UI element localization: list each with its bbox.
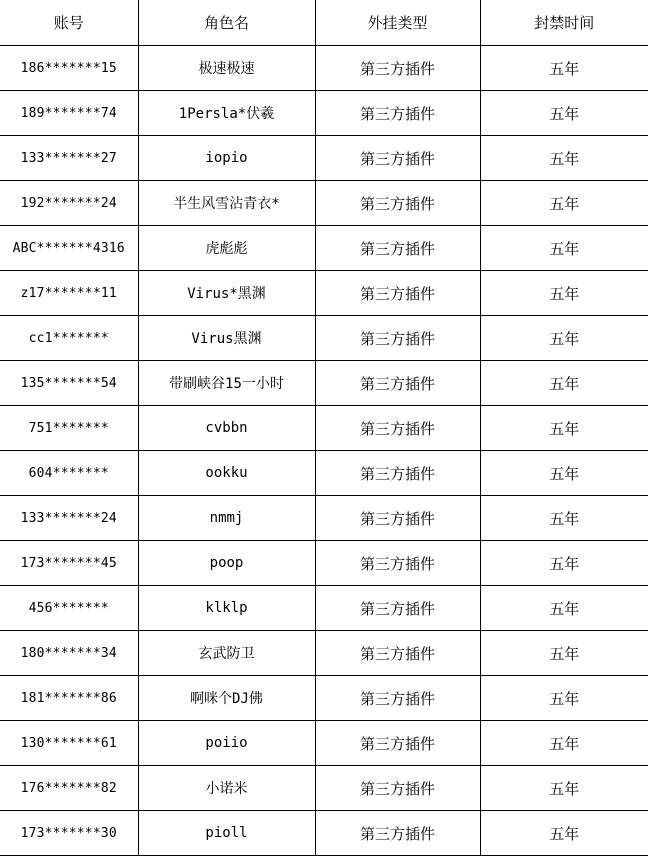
role-name-cell: 小诺米 bbox=[138, 766, 315, 811]
cheat-type-cell: 第三方插件 bbox=[315, 361, 480, 406]
role-name-cell: pioll bbox=[138, 811, 315, 856]
table-row bbox=[0, 181, 648, 226]
table-row bbox=[0, 721, 648, 766]
cheat-type-cell: 第三方插件 bbox=[315, 316, 480, 361]
role-name-cell: klklp bbox=[138, 586, 315, 631]
account-cell: 173*******30 bbox=[0, 811, 138, 856]
ban-duration-cell: 五年 bbox=[480, 766, 648, 811]
role-name-cell: 1Persla*伏羲 bbox=[138, 91, 315, 136]
account-cell: 181*******86 bbox=[0, 676, 138, 721]
cheat-type-cell: 第三方插件 bbox=[315, 631, 480, 676]
table-row bbox=[0, 451, 648, 496]
ban-duration-cell: 五年 bbox=[480, 91, 648, 136]
column-header-account: 账号 bbox=[0, 0, 138, 46]
table-row bbox=[0, 316, 648, 361]
ban-duration-cell: 五年 bbox=[480, 316, 648, 361]
ban-duration-cell: 五年 bbox=[480, 541, 648, 586]
role-name-cell: poop bbox=[138, 541, 315, 586]
ban-duration-cell: 五年 bbox=[480, 496, 648, 541]
ban-duration-cell: 五年 bbox=[480, 451, 648, 496]
account-cell: 133*******24 bbox=[0, 496, 138, 541]
role-name-cell: Virus黑渊 bbox=[138, 316, 315, 361]
cheat-type-cell: 第三方插件 bbox=[315, 46, 480, 91]
ban-duration-cell: 五年 bbox=[480, 46, 648, 91]
table-row bbox=[0, 91, 648, 136]
table-row bbox=[0, 226, 648, 271]
ban-duration-cell: 五年 bbox=[480, 676, 648, 721]
account-cell: 751******* bbox=[0, 406, 138, 451]
account-cell: 133*******27 bbox=[0, 136, 138, 181]
role-name-cell: 啊咪个DJ佛 bbox=[138, 676, 315, 721]
ban-duration-cell: 五年 bbox=[480, 631, 648, 676]
role-name-cell: 带刷峡谷15一小时 bbox=[138, 361, 315, 406]
ban-duration-cell: 五年 bbox=[480, 136, 648, 181]
cheat-type-cell: 第三方插件 bbox=[315, 586, 480, 631]
account-cell: 456******* bbox=[0, 586, 138, 631]
cheat-type-cell: 第三方插件 bbox=[315, 406, 480, 451]
account-cell: z17*******11 bbox=[0, 271, 138, 316]
account-cell: 180*******34 bbox=[0, 631, 138, 676]
account-cell: 604******* bbox=[0, 451, 138, 496]
role-name-cell: ookku bbox=[138, 451, 315, 496]
cheat-type-cell: 第三方插件 bbox=[315, 181, 480, 226]
header-row bbox=[0, 0, 648, 46]
table-row bbox=[0, 586, 648, 631]
account-cell: 176*******82 bbox=[0, 766, 138, 811]
role-name-cell: iopio bbox=[138, 136, 315, 181]
cheat-type-cell: 第三方插件 bbox=[315, 541, 480, 586]
ban-duration-cell: 五年 bbox=[480, 181, 648, 226]
table-row bbox=[0, 496, 648, 541]
role-name-cell: nmmj bbox=[138, 496, 315, 541]
role-name-cell: 半生风雪沾青衣* bbox=[138, 181, 315, 226]
ban-duration-cell: 五年 bbox=[480, 271, 648, 316]
role-name-cell: Virus*黑渊 bbox=[138, 271, 315, 316]
cheat-type-cell: 第三方插件 bbox=[315, 496, 480, 541]
column-header-cheat-type: 外挂类型 bbox=[315, 0, 480, 46]
account-cell: 173*******45 bbox=[0, 541, 138, 586]
account-cell: 135*******54 bbox=[0, 361, 138, 406]
column-header-ban-duration: 封禁时间 bbox=[480, 0, 648, 46]
cheat-type-cell: 第三方插件 bbox=[315, 136, 480, 181]
table-row bbox=[0, 46, 648, 91]
role-name-cell: 虎彪彪 bbox=[138, 226, 315, 271]
account-cell: cc1******* bbox=[0, 316, 138, 361]
account-cell: 192*******24 bbox=[0, 181, 138, 226]
table-row bbox=[0, 271, 648, 316]
table-row bbox=[0, 676, 648, 721]
cheat-type-cell: 第三方插件 bbox=[315, 676, 480, 721]
cheat-type-cell: 第三方插件 bbox=[315, 766, 480, 811]
cheat-type-cell: 第三方插件 bbox=[315, 226, 480, 271]
table-row bbox=[0, 406, 648, 451]
account-cell: ABC*******4316 bbox=[0, 226, 138, 271]
ban-duration-cell: 五年 bbox=[480, 811, 648, 856]
table-row bbox=[0, 541, 648, 586]
role-name-cell: poiio bbox=[138, 721, 315, 766]
cheat-type-cell: 第三方插件 bbox=[315, 721, 480, 766]
role-name-cell: 极速极速 bbox=[138, 46, 315, 91]
cheat-type-cell: 第三方插件 bbox=[315, 811, 480, 856]
table-row bbox=[0, 136, 648, 181]
table-header bbox=[0, 0, 648, 46]
account-cell: 189*******74 bbox=[0, 91, 138, 136]
account-cell: 130*******61 bbox=[0, 721, 138, 766]
cheat-type-cell: 第三方插件 bbox=[315, 271, 480, 316]
role-name-cell: 玄武防卫 bbox=[138, 631, 315, 676]
table-row bbox=[0, 631, 648, 676]
column-header-role-name: 角色名 bbox=[138, 0, 315, 46]
account-cell: 186*******15 bbox=[0, 46, 138, 91]
ban-duration-cell: 五年 bbox=[480, 406, 648, 451]
table-body bbox=[0, 46, 648, 856]
ban-duration-cell: 五年 bbox=[480, 721, 648, 766]
table-row bbox=[0, 766, 648, 811]
cheat-type-cell: 第三方插件 bbox=[315, 91, 480, 136]
table-row bbox=[0, 361, 648, 406]
ban-duration-cell: 五年 bbox=[480, 361, 648, 406]
ban-duration-cell: 五年 bbox=[480, 226, 648, 271]
table-row bbox=[0, 811, 648, 856]
role-name-cell: cvbbn bbox=[138, 406, 315, 451]
ban-duration-cell: 五年 bbox=[480, 586, 648, 631]
cheat-type-cell: 第三方插件 bbox=[315, 451, 480, 496]
